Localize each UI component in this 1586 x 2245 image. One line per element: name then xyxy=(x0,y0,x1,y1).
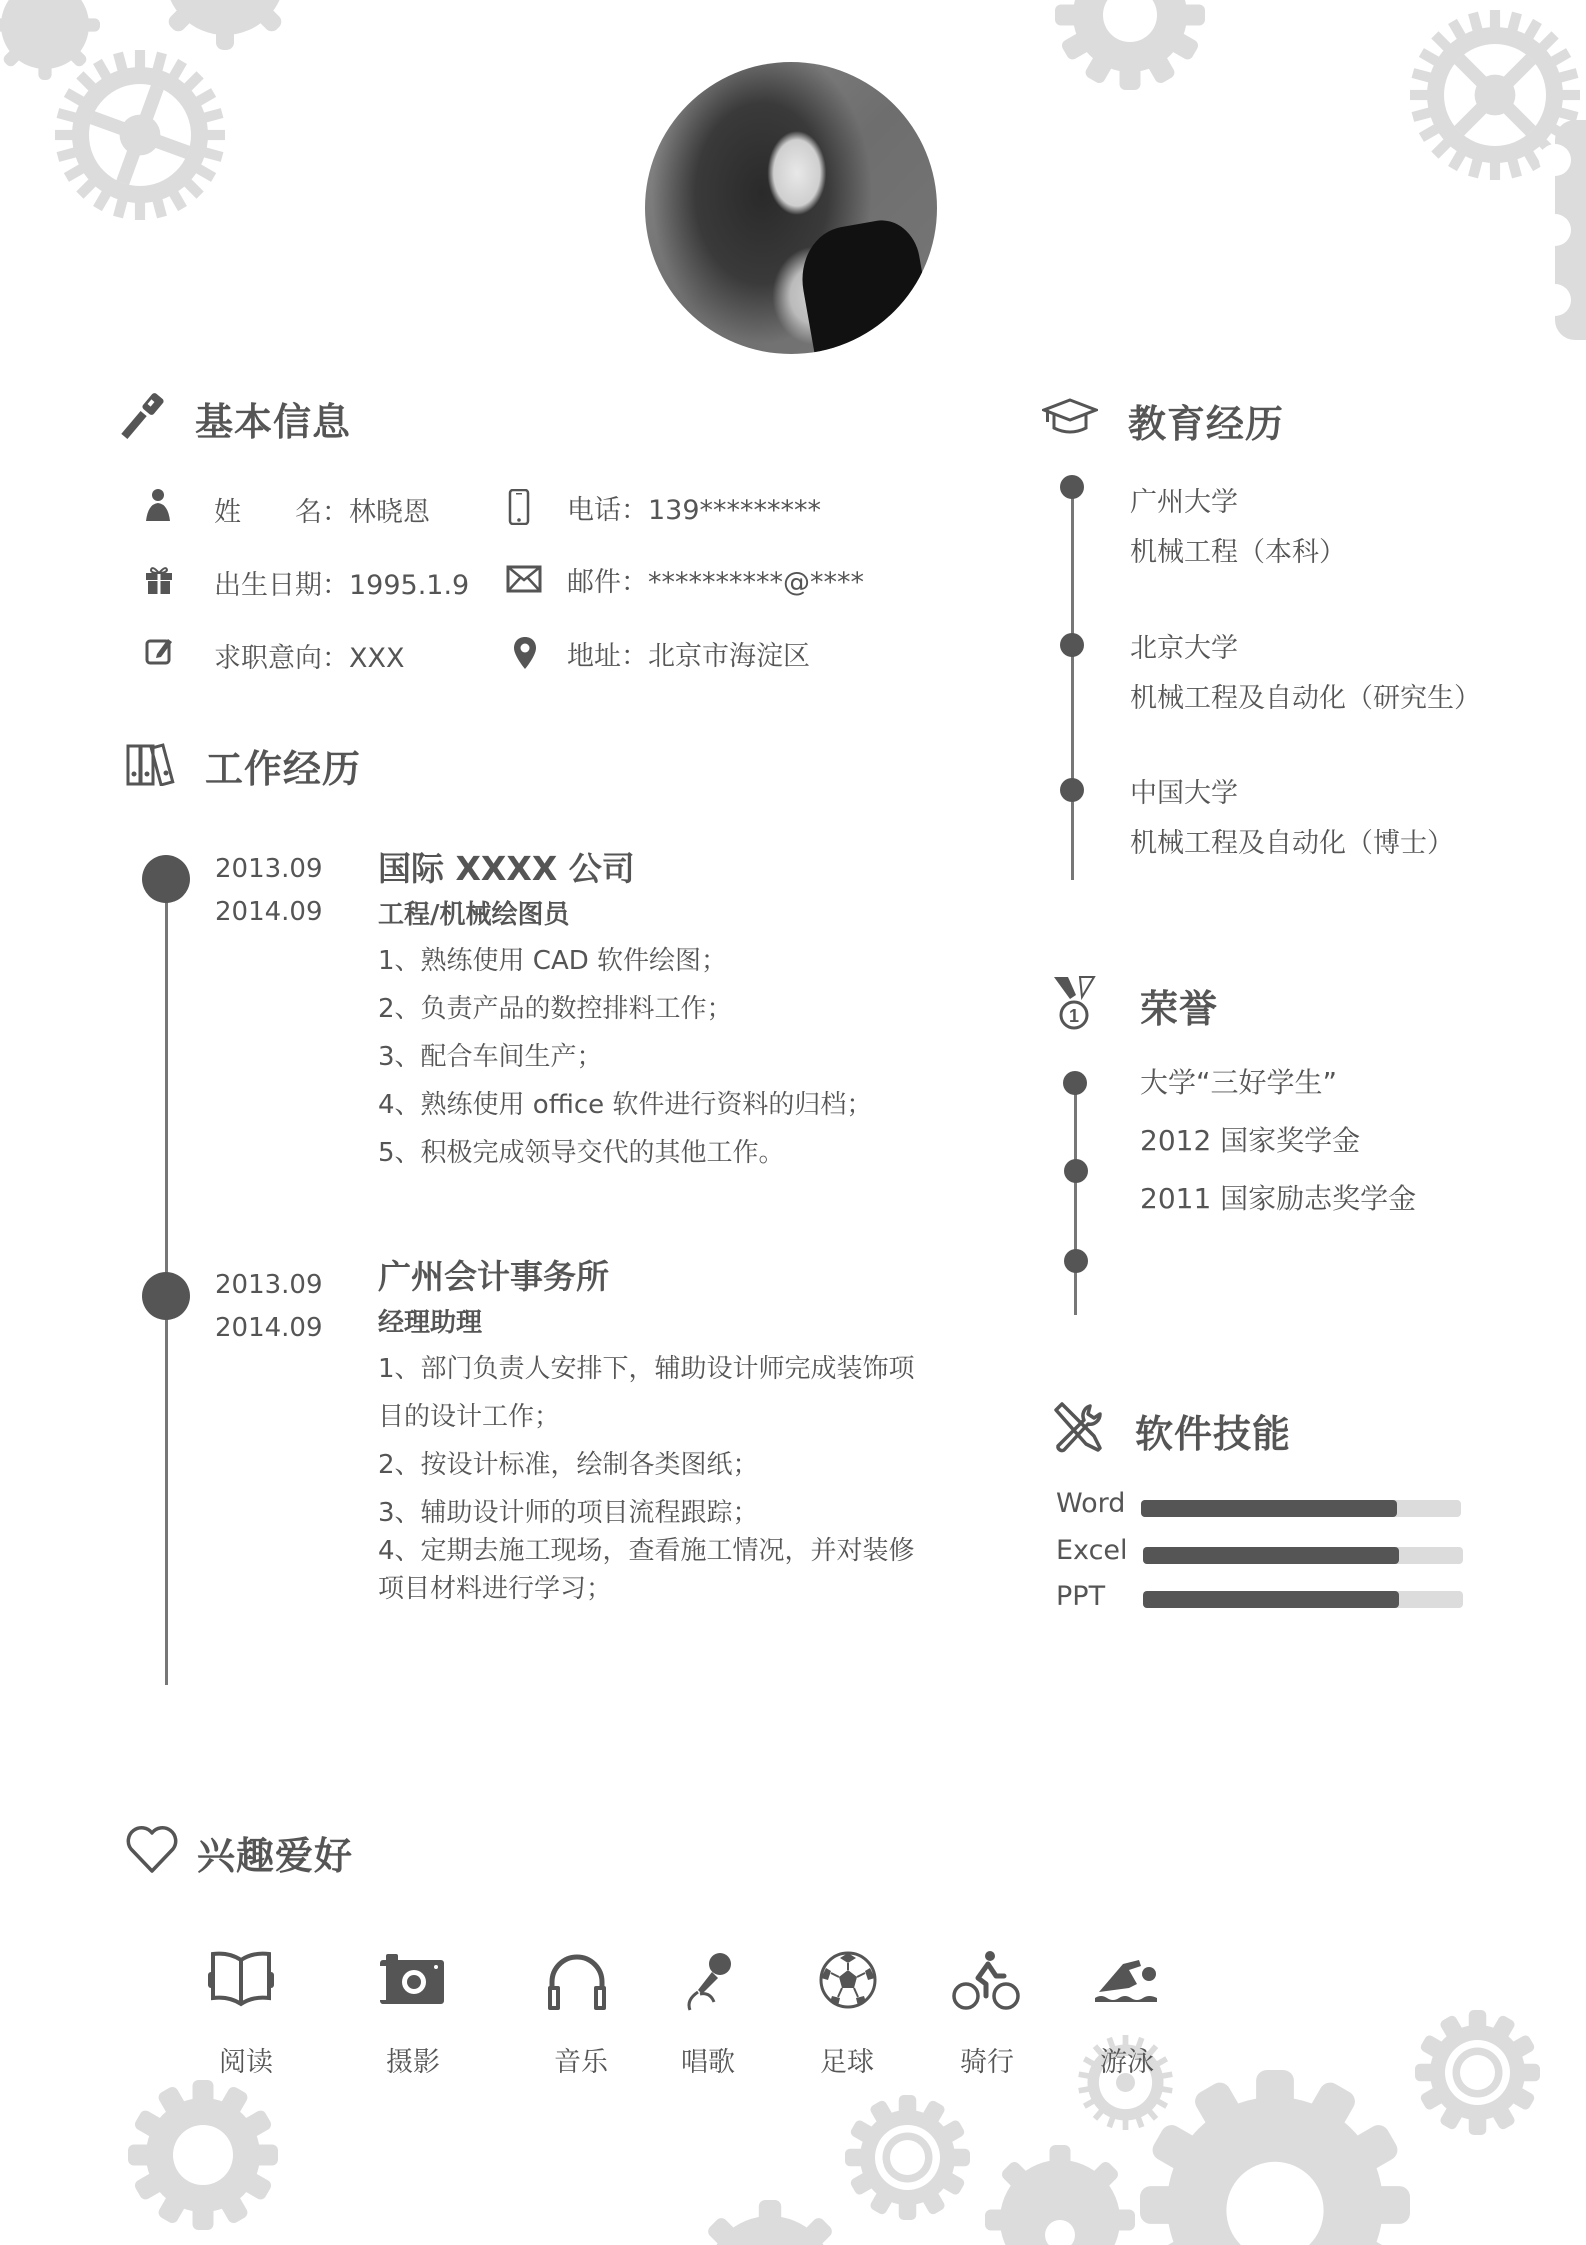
job-end-date: 2014.09 xyxy=(215,1313,323,1343)
job-company: 广州会计事务所 xyxy=(378,1257,609,1296)
job-entry xyxy=(215,848,323,934)
gear-decoration-icon xyxy=(128,2080,278,2230)
gear-decoration-icon xyxy=(1055,0,1205,90)
job-company: 国际 XXXX 公司 xyxy=(378,849,635,888)
honors-timeline-dot xyxy=(1064,1249,1088,1273)
hobby-label: 摄影 xyxy=(386,2047,440,2078)
hobby-label: 骑行 xyxy=(960,2047,1014,2078)
education-item xyxy=(1130,478,1346,578)
skill-bar-excel xyxy=(1143,1547,1463,1564)
swimming-icon xyxy=(1093,1952,1159,2008)
section-title-basic-info: 基本信息 xyxy=(195,400,352,444)
education-item xyxy=(1130,769,1454,869)
job-duty-item: 5、积极完成领导交代的其他工作。 xyxy=(378,1138,785,1168)
soccer-ball-icon xyxy=(818,1950,878,2010)
location-pin-icon xyxy=(513,636,537,670)
section-title-hobbies: 兴趣爱好 xyxy=(197,1834,354,1878)
school-name: 北京大学 xyxy=(1130,633,1238,664)
microphone-icon xyxy=(680,1950,736,2012)
gear-decoration-icon xyxy=(140,0,310,50)
job-duty-item: 4、定期去施工现场，查看施工情况，并对装修 xyxy=(378,1536,915,1566)
section-title-honors: 荣誉 xyxy=(1140,987,1219,1031)
job-duty-item: 4、熟练使用 office 软件进行资料的归档； xyxy=(378,1090,873,1120)
job-duty-list xyxy=(378,1345,915,1608)
education-timeline-dot xyxy=(1060,633,1084,657)
honor-item: 大学“三好学生” xyxy=(1140,1066,1338,1099)
school-name: 广州大学 xyxy=(1130,487,1238,518)
job-start-date: 2013.09 xyxy=(215,854,323,884)
job-details xyxy=(378,1253,915,1608)
job-duty-item: 2、按设计标准，绘制各类图纸； xyxy=(378,1450,759,1480)
envelope-icon xyxy=(506,565,542,593)
gift-icon xyxy=(144,565,174,595)
skill-label-word: Word xyxy=(1056,1488,1126,1519)
mobile-phone-icon xyxy=(507,489,531,525)
hobby-label: 游泳 xyxy=(1100,2047,1154,2078)
job-duty-item: 2、负责产品的数控排料工作； xyxy=(378,994,733,1024)
camera-icon xyxy=(378,1952,446,2006)
profile-photo xyxy=(645,62,937,354)
person-icon xyxy=(144,488,172,522)
skill-bar-fill xyxy=(1143,1547,1399,1564)
honor-item: 2012 国家奖学金 xyxy=(1140,1124,1361,1157)
hobby-label: 阅读 xyxy=(219,2047,273,2078)
job-duty-item: 项目材料进行学习； xyxy=(378,1574,613,1604)
job-start-date: 2013.09 xyxy=(215,1270,323,1300)
phone-field: 电话：139********* xyxy=(567,495,822,526)
job-role: 经理助理 xyxy=(378,1308,483,1338)
section-title-work: 工作经历 xyxy=(205,747,362,791)
education-timeline-dot xyxy=(1060,475,1084,499)
education-timeline-dot xyxy=(1060,778,1084,802)
birth-date-field: 出生日期：1995.1.9 xyxy=(214,570,470,601)
cycling-icon xyxy=(952,1950,1020,2012)
skill-bar-word xyxy=(1141,1500,1461,1517)
honors-timeline-dot xyxy=(1064,1159,1088,1183)
skill-bar-ppt xyxy=(1143,1591,1463,1608)
skill-label-excel: Excel xyxy=(1056,1535,1128,1566)
job-duty-item: 目的设计工作； xyxy=(378,1402,561,1432)
gear-decoration-icon xyxy=(1140,2060,1410,2245)
school-major: 机械工程及自动化（研究生） xyxy=(1130,683,1481,714)
honor-item: 2011 国家励志奖学金 xyxy=(1140,1182,1417,1215)
honors-timeline-line xyxy=(1074,1080,1077,1315)
photo-shirt xyxy=(794,215,936,354)
binders-icon xyxy=(126,742,180,786)
name-field: 姓 名：林晓恩 xyxy=(214,497,430,528)
job-duty-item: 3、配合车间生产； xyxy=(378,1042,603,1072)
work-timeline-dot xyxy=(142,855,190,903)
headphones-icon xyxy=(544,1950,610,2012)
gear-decoration-icon xyxy=(1535,120,1586,340)
section-title-education: 教育经历 xyxy=(1128,402,1285,446)
section-title-skills: 软件技能 xyxy=(1135,1412,1292,1456)
job-role: 工程/机械绘图员 xyxy=(378,900,570,930)
skill-label-ppt: PPT xyxy=(1056,1581,1106,1612)
job-end-date: 2014.09 xyxy=(215,897,323,927)
job-duty-list xyxy=(378,937,872,1177)
education-timeline-line xyxy=(1071,485,1074,880)
school-major: 机械工程及自动化（博士） xyxy=(1130,828,1454,859)
honors-list xyxy=(1140,1054,1416,1228)
job-duty-item: 1、熟练使用 CAD 软件绘图； xyxy=(378,946,728,976)
svg-text:1: 1 xyxy=(1068,1006,1080,1026)
job-details xyxy=(378,845,872,1177)
school-major: 机械工程（本科） xyxy=(1130,537,1346,568)
job-intent-field: 求职意向：XXX xyxy=(214,643,405,674)
education-item xyxy=(1130,624,1481,724)
book-icon xyxy=(205,1948,277,2010)
gear-decoration-icon xyxy=(1415,2010,1540,2135)
honors-timeline-dot xyxy=(1063,1071,1087,1095)
hobby-label: 唱歌 xyxy=(681,2047,735,2078)
skill-bar-fill xyxy=(1141,1500,1397,1517)
job-duty-item: 1、部门负责人安排下，辅助设计师完成装饰项 xyxy=(378,1354,915,1384)
heart-icon xyxy=(125,1825,179,1875)
job-duty-item: 3、辅助设计师的项目流程跟踪； xyxy=(378,1498,759,1528)
gear-decoration-icon xyxy=(670,2200,870,2245)
gear-decoration-icon xyxy=(55,50,225,220)
tools-icon xyxy=(1050,1400,1104,1454)
hobby-label: 音乐 xyxy=(554,2047,608,2078)
skill-bar-fill xyxy=(1143,1591,1399,1608)
gear-decoration-icon xyxy=(985,2130,1135,2245)
key-icon xyxy=(120,392,168,440)
email-field: 邮件：**********@**** xyxy=(567,567,864,598)
hobby-label: 足球 xyxy=(820,2047,874,2078)
edit-icon xyxy=(144,636,174,666)
work-timeline-dot xyxy=(142,1272,190,1320)
medal-icon xyxy=(1052,975,1096,1031)
address-field: 地址：北京市海淀区 xyxy=(567,641,810,672)
job-entry xyxy=(215,1264,323,1350)
school-name: 中国大学 xyxy=(1130,778,1238,809)
graduation-cap-icon xyxy=(1042,398,1098,434)
